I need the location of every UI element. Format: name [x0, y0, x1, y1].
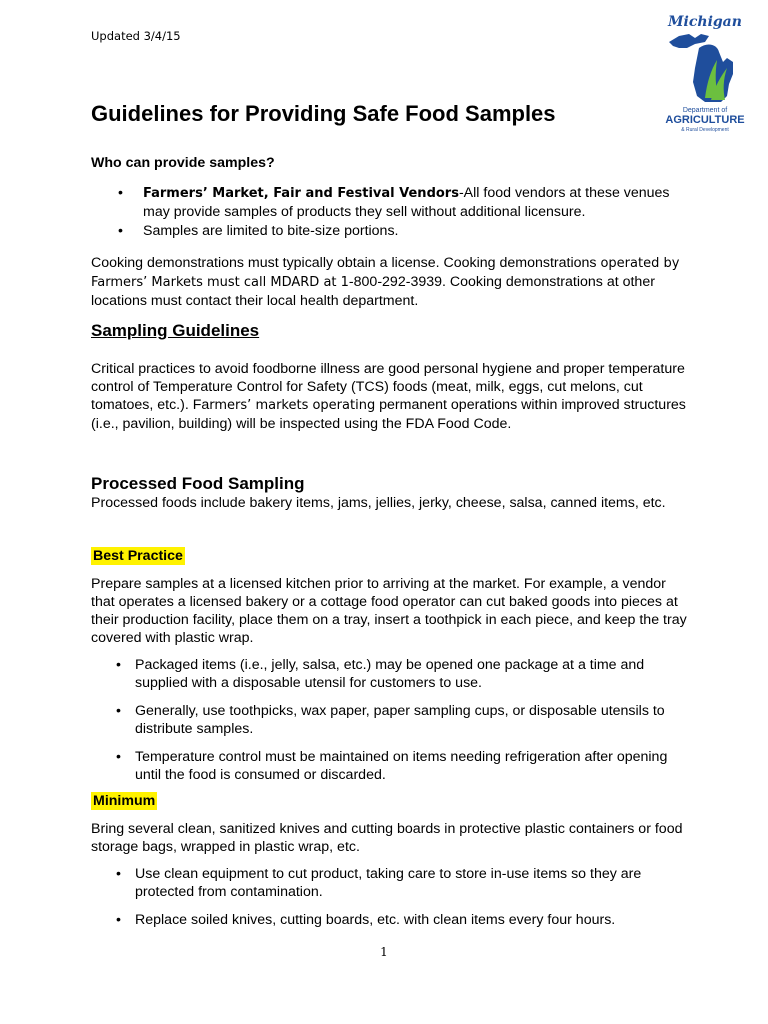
portion-text: Samples are limited to bite-size portions. [143, 223, 399, 239]
who-heading: Who can provide samples? [91, 155, 275, 171]
best-practice-list [116, 656, 695, 794]
who-list [118, 184, 693, 241]
processed-food-heading: Processed Food Sampling [91, 474, 305, 493]
list-item: • Use clean equipment to cut product, taking care to store in-use items so they are protected from contamination. [116, 866, 642, 900]
vendor-text: -All food vendors at these venues may provide samples of products they sell without additional licensure. [143, 185, 670, 220]
page-number: 1 [380, 945, 388, 959]
sampling-guidelines-heading: Sampling Guidelines [91, 321, 260, 340]
page-title: Guidelines for Providing Safe Food Samples [91, 101, 556, 126]
svg-text:& Rural Development: & Rural Development [681, 127, 729, 133]
bullet-icon: • [116, 703, 121, 719]
bullet-icon: • [118, 185, 123, 201]
logo-michigan-text: Michigan [668, 14, 742, 30]
minimum-paragraph: Bring several clean, sanitized knives and cutting boards in protective plastic containers or food storage bags, wrapped in plastic wrap, etc. [91, 821, 683, 855]
list-item [118, 184, 693, 221]
minimum-list [116, 865, 695, 939]
cooking-paragraph: Cooking demonstrations must typically obtain a license. Cooking demonstrations operated by Farmers’ Markets must call MDARD at 1-800-292-3939. Cooking demonstrations at other locations must contact their local health department. [91, 255, 680, 309]
svg-text:Department of: Department of [682, 107, 728, 114]
mdard-logo [665, 12, 745, 137]
bullet-icon: • [116, 749, 121, 765]
best-practice-paragraph: Prepare samples at a licensed kitchen prior to arriving at the market. For example, a vendor that operates a licensed bakery or a cottage food operator can cut baked goods into pieces at their production facility, place them on a tray, insert a toothpick in each piece, and keep the tray covered with plastic wrap. [91, 576, 687, 646]
best-practice-label: Best Practice [93, 548, 183, 564]
processed-intro: Processed foods include bakery items, jams, jellies, jerky, cheese, salsa, canned items, etc. [91, 495, 666, 511]
list-item: • Packaged items (i.e., jelly, salsa, etc.) may be opened one package at a time and supplied with a disposable utensil for customers to use. [116, 657, 645, 691]
vendor-types: Farmers’ Market, Fair and Festival Vendors [143, 186, 459, 201]
critical-practices-paragraph: Critical practices to avoid foodborne illness are good personal hygiene and proper temperature control of Temperature Control for Safety (TCS) foods (meat, milk, eggs, cut melons, cut tomatoes, etc.). Farmers’ markets operating permanent operations within improved structures (i.e., pavilion, building) will be inspected using the FDA Food Code. [91, 361, 686, 432]
svg-text:AGRICULTURE: AGRICULTURE [665, 114, 745, 126]
bullet-icon: • [116, 866, 121, 882]
list-item [118, 222, 693, 240]
bullet-icon: • [118, 223, 123, 239]
updated-date: Updated 3/4/15 [91, 29, 181, 43]
minimum-label: Minimum [93, 793, 156, 809]
list-item: • Temperature control must be maintained on items needing refrigeration after opening until the food is consumed or discarded. [116, 749, 668, 783]
list-item: • Generally, use toothpicks, wax paper, paper sampling cups, or disposable utensils to distribute samples. [116, 703, 665, 737]
michigan-map-icon [665, 12, 745, 137]
bullet-icon: • [116, 912, 121, 928]
list-item: • Replace soiled knives, cutting boards, etc. with clean items every four hours. [116, 912, 616, 928]
bullet-icon: • [116, 657, 121, 673]
